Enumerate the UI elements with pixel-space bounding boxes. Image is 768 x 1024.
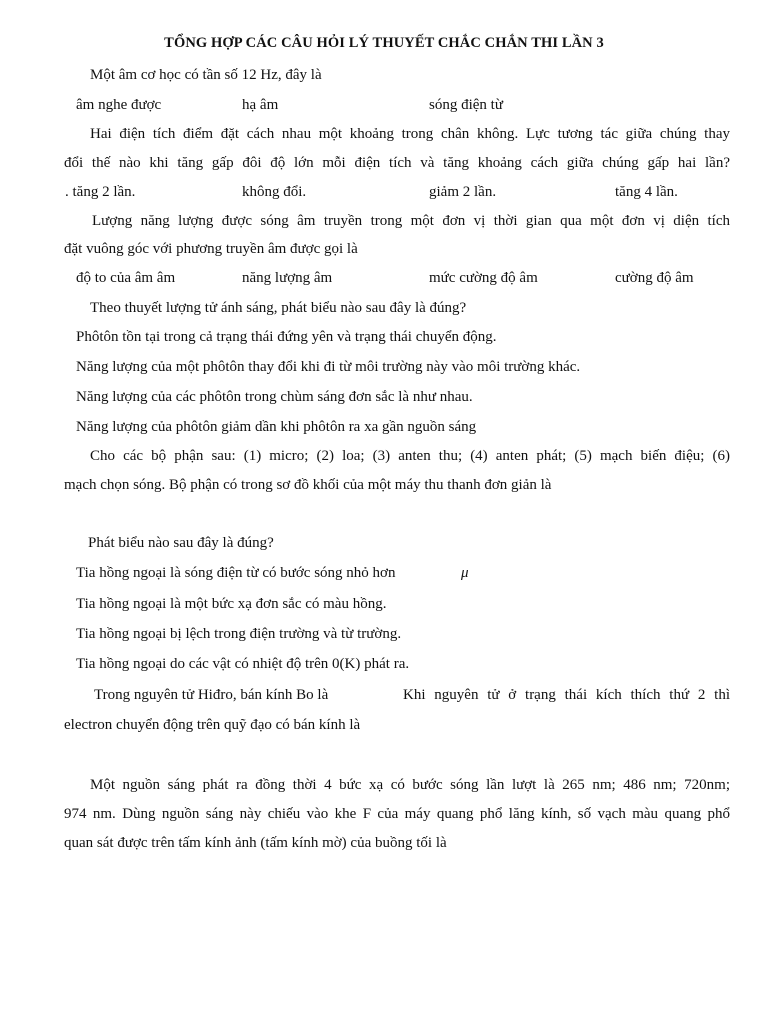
question-8-stem-line-1: Một nguồn sáng phát ra đồng thời 4 bức xạ có bước sóng lần lượt là 265 nm; 486 nm; 720nm; (90, 777, 730, 793)
question-3-option-b: năng lượng âm (242, 270, 333, 286)
question-1-stem: Một âm cơ học có tần số 12 Hz, đây là (90, 67, 322, 83)
question-6-option-d: Tia hồng ngoại do các vật có nhiệt độ trên 0(K) phát ra. (76, 656, 410, 672)
question-6-stem: Phát biểu nào sau đây là đúng? (88, 535, 274, 551)
question-2-stem-line-1: Hai điện tích điểm đặt cách nhau một khoảng trong chân không. Lực tương tác giữa chúng thay (90, 126, 730, 142)
question-5-stem-line-2: mạch chọn sóng. Bộ phận có trong sơ đồ khối của một máy thu thanh đơn giản là (64, 477, 552, 493)
question-6-option-a: Tia hồng ngoại là sóng điện từ có bước sóng nhỏ hơn (76, 565, 396, 581)
mu-symbol: μ (461, 565, 469, 581)
question-7-stem-line-2: electron chuyển động trên quỹ đạo có bán kính là (64, 717, 361, 733)
question-3-option-d: cường độ âm (615, 270, 694, 286)
question-2-option-b: không đổi. (242, 184, 307, 200)
question-2-option-c: giảm 2 lần. (429, 184, 497, 200)
question-8-stem-line-3: quan sát được trên tấm kính ảnh (tấm kính mờ) của buồng tối là (64, 835, 447, 851)
document-title: TỔNG HỢP CÁC CÂU HỎI LÝ THUYẾT CHẮC CHẮN THI LẦN 3 (164, 35, 604, 51)
question-1-option-c: sóng điện từ (429, 97, 503, 113)
question-2-option-a: . tăng 2 lần. (65, 184, 136, 200)
question-2-stem-line-2: đổi thế nào khi tăng gấp đôi độ lớn mỗi điện tích và tăng khoảng cách giữa chúng gấp hai lần? (64, 155, 730, 171)
question-7-stem-line-1b: Khi nguyên tử ở trạng thái kích thích thứ 2 thì (403, 687, 730, 703)
question-4-option-b: Năng lượng của một phôtôn thay đổi khi đi từ môi trường này vào môi trường khác. (76, 359, 581, 375)
question-1-option-b: hạ âm (242, 97, 279, 113)
question-3-option-c: mức cường độ âm (429, 270, 538, 286)
question-8-stem-line-2: 974 nm. Dùng nguồn sáng này chiếu vào khe F của máy quang phổ lăng kính, số vạch màu quang phổ (64, 806, 730, 822)
question-2-option-d: tăng 4 lần. (615, 184, 678, 200)
question-1-option-a: âm nghe được (76, 97, 162, 113)
question-5-stem-line-1: Cho các bộ phận sau: (1) micro; (2) loa; (3) anten thu; (4) anten phát; (5) mạch biến điệu; (6) (90, 448, 730, 464)
question-4-option-c: Năng lượng của các phôtôn trong chùm sáng đơn sắc là như nhau. (76, 389, 473, 405)
question-7-stem-line-1a: Trong nguyên tử Hiđro, bán kính Bo là (94, 687, 329, 703)
question-3-option-a: độ to của âm âm (76, 270, 176, 286)
question-4-option-a: Phôtôn tồn tại trong cả trạng thái đứng yên và trạng thái chuyển động. (76, 329, 497, 345)
question-6-option-b: Tia hồng ngoại là một bức xạ đơn sắc có màu hồng. (76, 596, 387, 612)
question-6-option-c: Tia hồng ngoại bị lệch trong điện trường và từ trường. (76, 626, 402, 642)
question-4-option-d: Năng lượng của phôtôn giảm dần khi phôtôn ra xa gần nguồn sáng (76, 419, 477, 435)
question-3-stem-line-2: đặt vuông góc với phương truyền âm được gọi là (64, 241, 358, 257)
question-4-stem: Theo thuyết lượng tử ánh sáng, phát biểu nào sau đây là đúng? (90, 300, 467, 316)
question-3-stem-line-1: Lượng năng lượng được sóng âm truyền trong một đơn vị thời gian qua một đơn vị diện tích (92, 213, 730, 229)
